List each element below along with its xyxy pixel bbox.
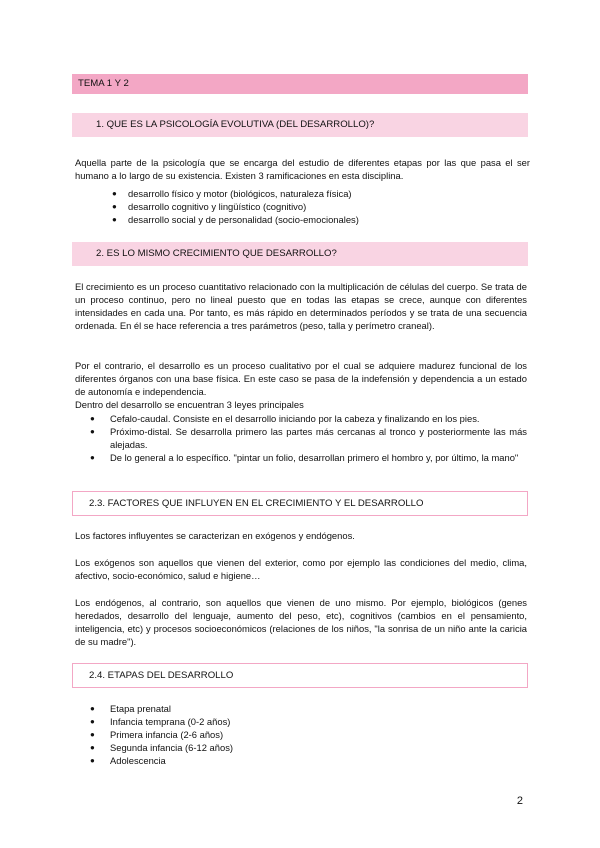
page-title: TEMA 1 Y 2 [78, 78, 129, 89]
list-item: ● Cefalo-caudal. Consiste en el desarrollo iniciando por la cabeza y finalizando en los pies. [90, 413, 480, 424]
list-item: ● Primera infancia (2-6 años) [90, 729, 224, 740]
section-heading-4-text: 2.4. ETAPAS DEL DESARROLLO [89, 670, 234, 681]
stages-list [90, 702, 490, 767]
section-heading-2 [72, 242, 528, 266]
section-heading-3-text: 2.3. FACTORES QUE INFLUYEN EN EL CRECIMIENTO Y EL DESARROLLO [89, 498, 424, 509]
page-number: 2 [516, 795, 523, 807]
section2-paragraph-1: El crecimiento es un proceso cuantitativo relacionado con la multiplicación de células del cuerpo. Se trata de un proceso continuo, pero no lineal puesto que en todas las etapas se crece, aunque con diferentes intensidades en cada una. Por tanto, es más rápido en determinados períodos y se trata de una secuencia ordenada. En él se hace referencia a tres parámetros (peso, talla y perímetro craneal). [75, 281, 527, 331]
list-item: ● Etapa prenatal [90, 703, 171, 714]
list-item: ● Próximo-distal. Se desarrolla primero las partes más cercanas al tronco y posteriormente las más alejadas. [90, 426, 527, 450]
section-heading-3 [72, 491, 528, 516]
list-item: ● desarrollo social y de personalidad (socio-emocionales) [112, 214, 359, 225]
section3-paragraph-2: Los exógenos son aquellos que vienen del exterior, como por ejemplo las condiciones del medio, clima, afectivo, socio-económico, salud e higiene… [75, 557, 527, 581]
laws-intro: Dentro del desarrollo se encuentran 3 leyes principales [75, 399, 304, 410]
laws-list [90, 412, 527, 464]
section-heading-4 [72, 663, 528, 688]
section3-paragraph-1: Los factores influyentes se caracterizan en exógenos y endógenos. [75, 530, 355, 541]
list-item: ● De lo general a lo específico. "pintar un folio, desarrollan primero el hombro y, por último, la mano" [90, 452, 519, 463]
list-item: ● desarrollo físico y motor (biológicos, naturaleza física) [112, 188, 352, 199]
section-heading-2-text: 2. ES LO MISMO CRECIMIENTO QUE DESARROLLO? [96, 248, 337, 259]
list-item: ● desarrollo cognitivo y lingüístico (cognitivo) [112, 201, 307, 212]
section1-bullet-list [112, 187, 518, 226]
section1-paragraph: Aquella parte de la psicología que se encarga del estudio de diferentes etapas por las que pasa el ser humano a lo largo de su existencia. Existen 3 ramificaciones en esta disciplina. [75, 157, 530, 181]
section-heading-1-text: 1. QUE ES LA PSICOLOGÍA EVOLUTIVA (DEL DESARROLLO)? [96, 119, 375, 130]
section3-paragraph-3: Los endógenos, al contrario, son aquellos que vienen de uno mismo. Por ejemplo, biológicos (genes heredados, desarrollo del lenguaje, aumento del peso, etc), cognitivos (cambios en el pensamiento, inteligencia, etc) y procesos socioeconómicos (relaciones de los niños, "la sonrisa de un niño ante la caricia de su madre"). [75, 597, 527, 647]
list-item: ● Infancia temprana (0-2 años) [90, 716, 231, 727]
list-item: ● Adolescencia [90, 755, 166, 766]
section-heading-1 [72, 113, 528, 137]
list-item: ● Segunda infancia (6-12 años) [90, 742, 234, 753]
title-bar [72, 74, 528, 94]
section2-paragraph-2: Por el contrario, el desarrollo es un proceso cualitativo por el cual se adquiere madurez funcional de los diferentes órganos con una base física. En este caso se pasa de la indefensión y dependencia a un estado de autonomía e independencia. [75, 360, 527, 397]
